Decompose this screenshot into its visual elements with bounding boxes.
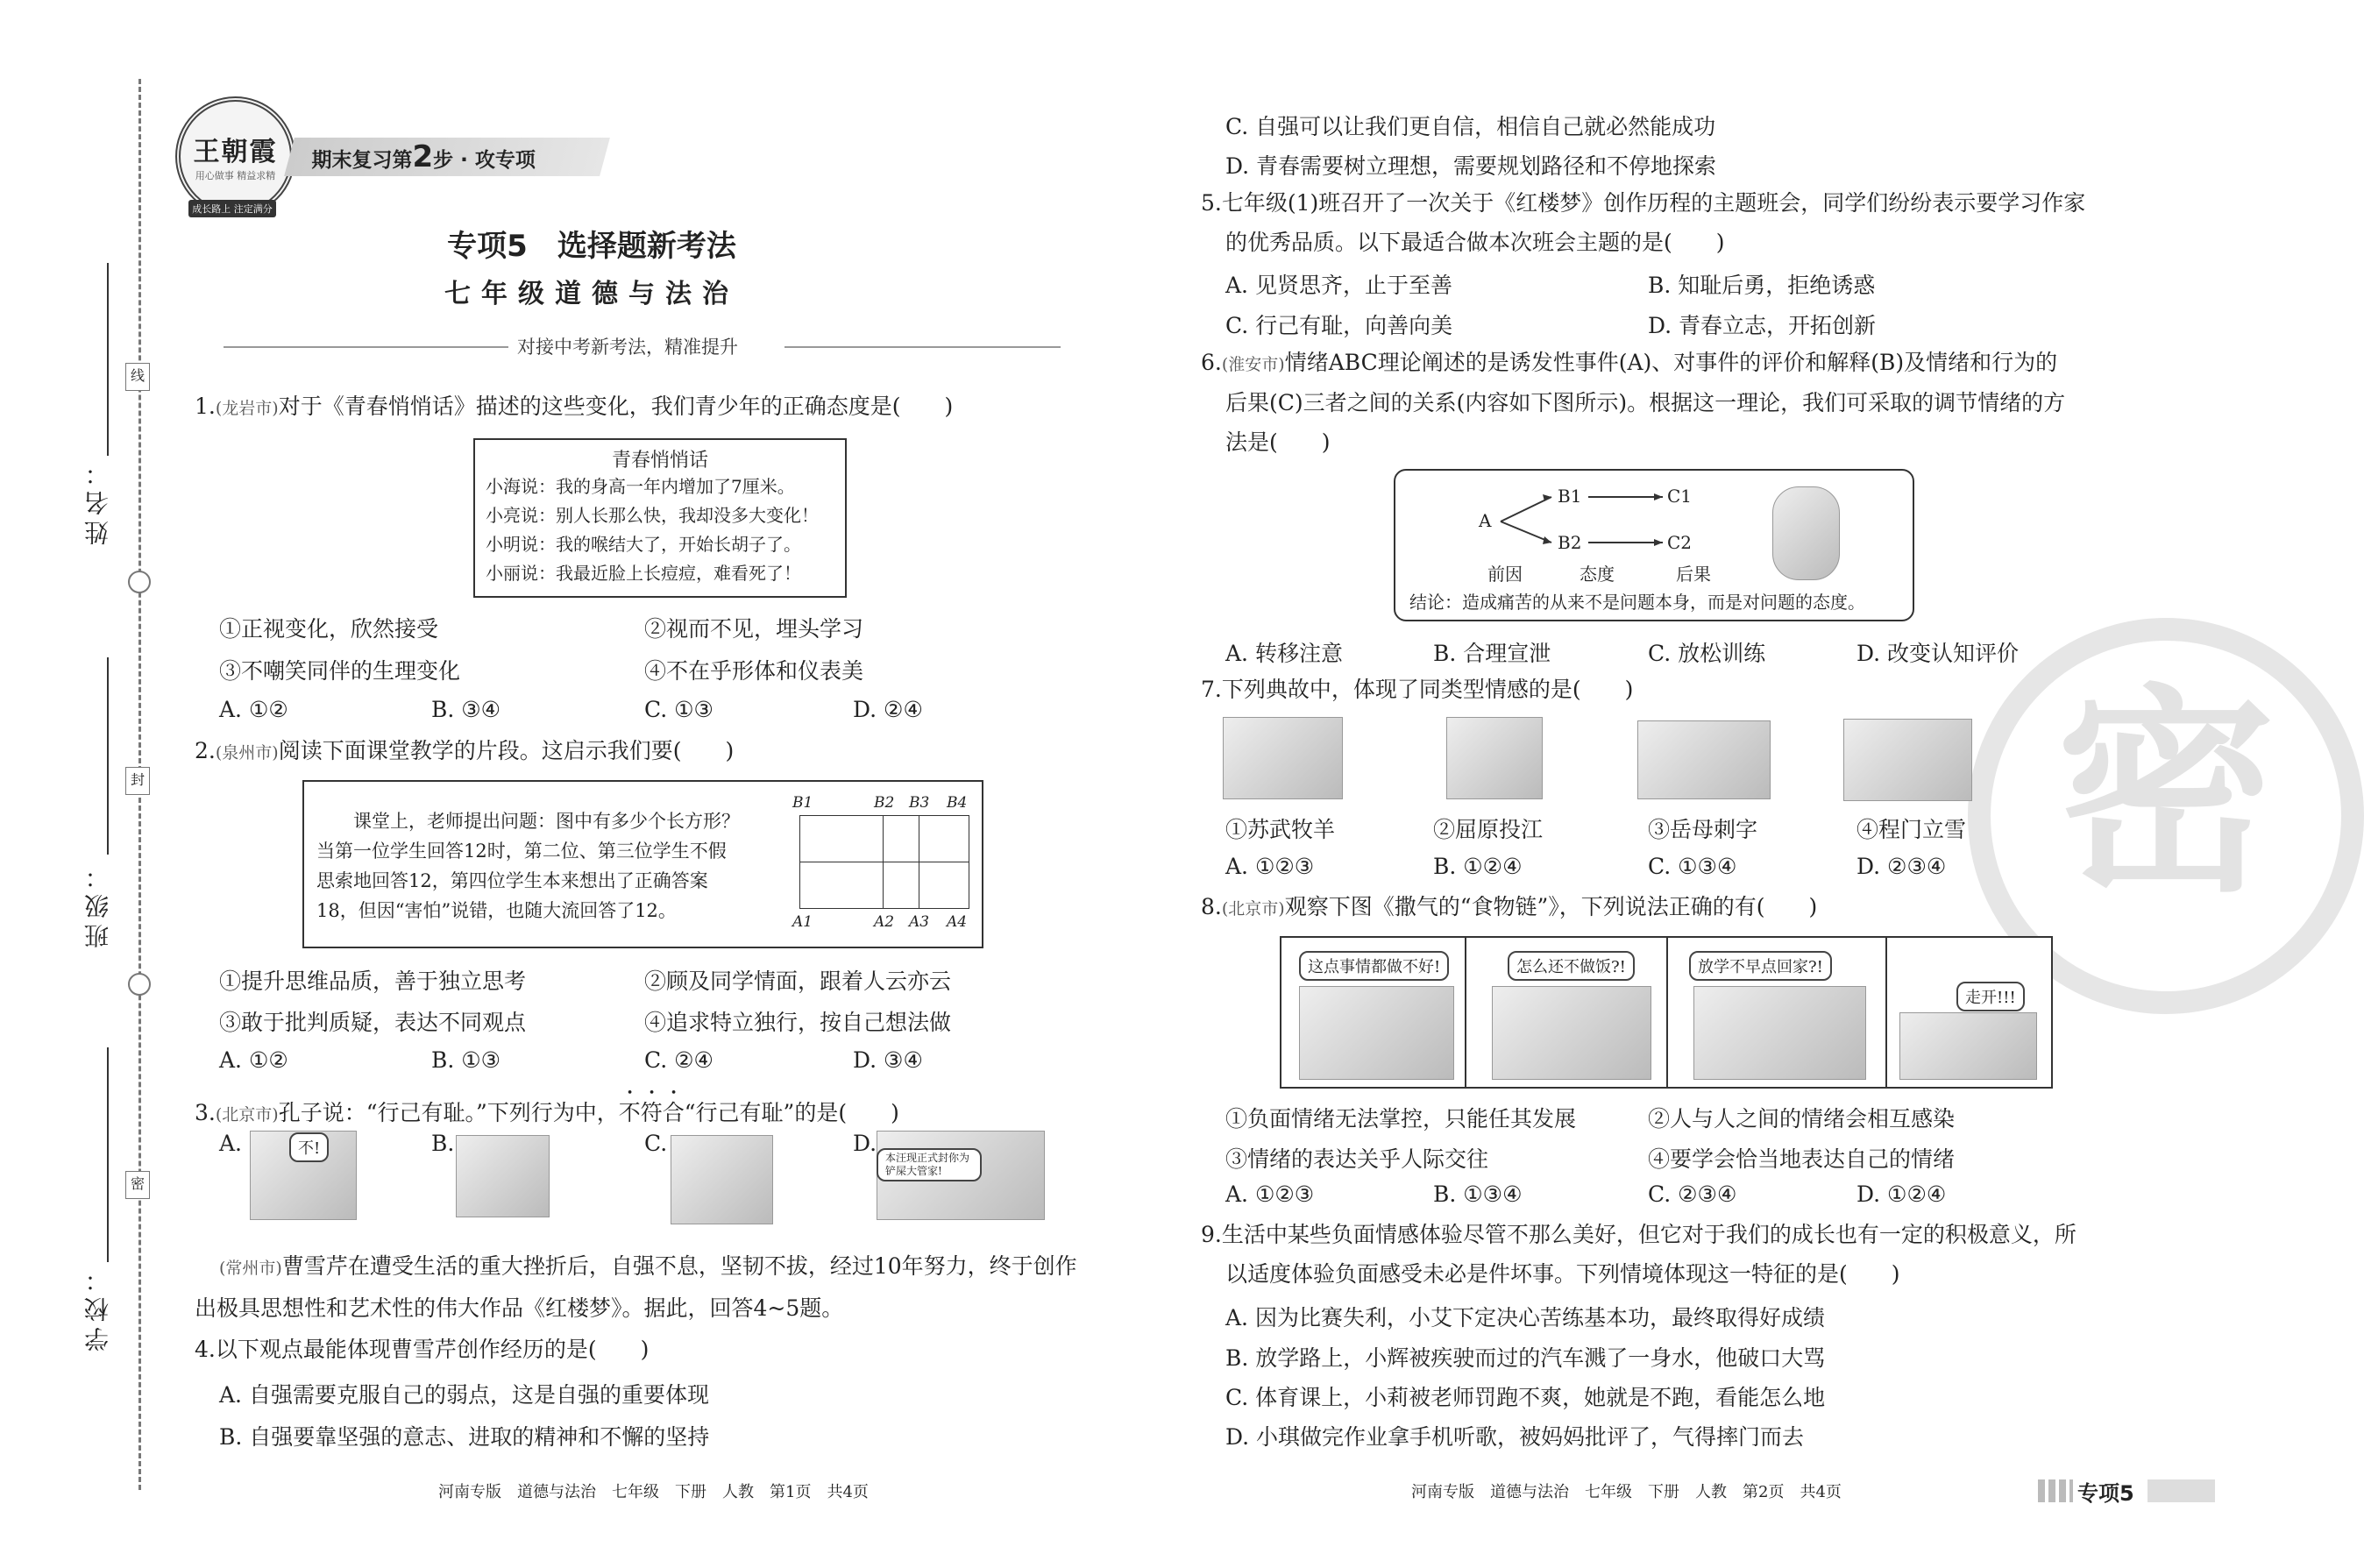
q1-item-1: ①正视变化，欣然接受 [219,616,439,642]
page-subtitle: 七年级道德与法治 [444,279,739,309]
q1-box [473,438,847,598]
q3-cartoon-c [671,1135,773,1224]
q4-option-d[interactable]: D. 青春需要树立理想，需要规划路径和不停地探索 [1225,153,1717,179]
q5-option-a[interactable]: A. 见贤思齐，止于至善 [1225,273,1452,298]
grid-label: B4 [947,794,968,812]
abc-cartoon-boy [1772,486,1840,580]
q6-option-a[interactable]: A. 转移注意 [1225,641,1343,666]
school-label: 学校： [83,1262,112,1352]
q8-item-2: ②人与人之间的情绪会相互感染 [1648,1106,1956,1132]
q4-option-c[interactable]: C. 自强可以让我们更自信，相信自己就必然能成功 [1225,114,1716,139]
q3-stem: 3.(北京市)孔子说：“行己有耻。”下列行为中，不符合“行己有耻”的是( ) [195,1100,899,1125]
q2-option-d[interactable]: D. ③④ [853,1047,923,1073]
abc-a: A [1479,510,1492,531]
comic-panel-1-figures [1299,986,1454,1080]
comic-panel-3-figures [1693,986,1866,1080]
q4-option-b[interactable]: B. 自强要靠坚强的意志、进取的精神和不懈的坚持 [219,1424,710,1450]
q6-line-3: 法是( ) [1225,429,1331,455]
abc-b2: B2 [1558,532,1582,553]
intro-line-2: 出极具思想性和艺术性的伟大作品《红楼梦》。据此，回答4~5题。 [195,1295,844,1321]
q1-option-b[interactable]: B. ③④ [431,697,501,722]
brand-tagline-right: 精益求精 [237,170,276,181]
q9-line-2: 以适度体验负面感受未必是件坏事。下列情境体现这一特征的是( ) [1225,1261,1900,1287]
comic-bubble-4: 走开!!! [1956,982,2025,1011]
banner-prefix: 期末复习第 [311,149,413,172]
q8-item-1: ①负面情绪无法掌控，只能任其发展 [1225,1106,1577,1132]
header-banner [284,138,610,176]
q8-item-3: ③情绪的表达关乎人际交往 [1225,1146,1489,1172]
class-field-line[interactable] [107,657,109,855]
binding-hole-2 [128,973,151,996]
comic-panel-4-figures [1899,1012,2037,1080]
q1-option-a[interactable]: A. ①② [219,697,288,722]
footer-left: 河南专版 道德与法治 七年级 下册 人教 第1页 共4页 [438,1483,869,1501]
corner-tag: 专项5 [2077,1481,2134,1506]
class-label: 班级： [83,859,112,948]
comic-bubble-1: 这点事情都做不好! [1299,951,1449,981]
grid-label: A2 [874,913,895,931]
q1-option-d[interactable]: D. ②④ [853,697,923,722]
q9-option-a[interactable]: A. 因为比赛失利，小艾下定决心苦练基本功，最终取得好成绩 [1225,1305,1825,1330]
q2-option-c[interactable]: C. ②④ [644,1047,713,1073]
watermark-text: 密 [2056,666,2275,921]
q6-line-1: 6.(淮安市)情绪ABC理论阐述的是诱发性事件(A)、对事件的评价和解释(B)及情绪和行为的 [1201,350,2058,375]
q8-stem: 8.(北京市)观察下图《撒气的“食物链”》，下列说法正确的有( ) [1201,894,1818,919]
q2-option-b[interactable]: B. ①③ [431,1047,501,1073]
footer-right: 河南专版 道德与法治 七年级 下册 人教 第2页 共4页 [1411,1483,1842,1501]
q1-box-line: 小海说：我的身高一年内增加了7厘米。 [486,476,795,497]
q7-picture-quyuan [1446,717,1543,799]
abc-b1: B1 [1558,486,1582,507]
q1-box-line: 小明说：我的喉结大了，开始长胡子了。 [486,534,801,555]
q4-stem: 4.以下观点最能体现曹雪芹创作经历的是( ) [195,1337,650,1362]
q2-option-a[interactable]: A. ①② [219,1047,288,1073]
q2-item-3: ③敢于批判质疑，表达不同观点 [219,1010,527,1035]
q3-label-a[interactable]: A. [219,1131,243,1156]
grid-label: B3 [909,794,930,812]
q2-stem: 2.(泉州市)阅读下面课堂教学的片段。这启示我们要( ) [195,738,735,763]
q2-box-line: 当第一位学生回答12时，第二位、第三位学生不假 [316,841,727,862]
brand-ribbon: 成长路上 注定满分 [188,200,276,217]
q5-option-c[interactable]: C. 行己有耻，向善向美 [1225,313,1453,338]
abc-c2: C2 [1667,532,1693,553]
q9-option-c[interactable]: C. 体育课上，小莉被老师罚跑不爽，她就是不跑，看能怎么地 [1225,1385,1826,1410]
corner-bar [2147,1479,2215,1502]
q2-box-line: 18，但因“害怕”说错，也随大流回答了12。 [316,900,677,921]
q1-item-4: ④不在乎形体和仪表美 [644,658,864,684]
q3-label-c[interactable]: C. [644,1131,668,1156]
q1-item-2: ②视而不见，埋头学习 [644,616,864,642]
q6-option-d[interactable]: D. 改变认知评价 [1856,641,2020,666]
q7-caption-1: ①苏武牧羊 [1225,817,1336,842]
comic-panel-2-figures [1492,986,1651,1080]
emphasis-dots: 不符合 [618,1100,685,1125]
q2-box-line: 思索地回答12，第四位学生本来想出了正确答案 [316,870,708,891]
q2-box-line: 课堂上，老师提出问题：图中有多少个长方形？ [316,811,740,832]
grid-label: A1 [792,913,813,931]
banner-step: 2 [412,139,434,174]
abc-label-cause: 前因 [1487,564,1523,585]
binding-hole-1 [128,571,151,593]
grid-label: B2 [874,794,895,812]
q1-stem: 1.(龙岩市)对于《青春悄悄话》描述的这些变化，我们青少年的正确态度是( ) [195,394,954,419]
q3-bubble-d: 本汪现正式封你为铲屎大管家! [877,1148,982,1181]
binding-tab-line: 线 [125,363,150,391]
abc-c1: C1 [1667,486,1693,507]
rectangle-grid [799,815,969,909]
q8-option-c[interactable]: C. ②③④ [1648,1181,1737,1207]
q8-option-d[interactable]: D. ①②④ [1856,1181,1947,1207]
comic-bubble-3: 放学不早点回家?! [1689,951,1832,981]
q9-option-b[interactable]: B. 放学路上，小辉被疾驶而过的汽车溅了一身水，他破口大骂 [1225,1345,1826,1371]
intro-line-1: (常州市)曹雪芹在遭受生活的重大挫折后，自强不息，坚韧不拔，经过10年努力，终于创作 [219,1253,1077,1279]
q6-option-c[interactable]: C. 放松训练 [1648,641,1766,666]
q5-option-d[interactable]: D. 青春立志，开拓创新 [1648,313,1877,338]
q7-picture-yuemu [1637,720,1771,799]
q1-option-c[interactable]: C. ①③ [644,697,713,722]
corner-dots [2038,1479,2073,1502]
banner-suffix: 步 · 攻专项 [433,149,536,172]
q5-line-2: 的优秀品质。以下最适合做本次班会主题的是( ) [1225,230,1725,255]
grid-label: A4 [947,913,968,931]
name-label: 姓名： [83,456,112,545]
q7-option-b[interactable]: B. ①②④ [1433,854,1523,879]
q7-option-d[interactable]: D. ②③④ [1856,854,1947,879]
q8-comic-strip [1280,936,2053,1089]
q2-item-4: ④追求特立独行，按自己想法做 [644,1010,952,1035]
abc-diagram [1394,469,1914,621]
binding-tab-secret: 密 [125,1171,150,1199]
grid-label: B1 [792,794,813,812]
abc-conclusion: 结论：造成痛苦的从来不是问题本身，而是对问题的态度。 [1409,592,1865,613]
abc-label-result: 后果 [1676,564,1711,585]
q2-item-1: ①提升思维品质，善于独立思考 [219,968,527,994]
q2-item-2: ②顾及同学情面，跟着人云亦云 [644,968,952,994]
q9-option-d[interactable]: D. 小琪做完作业拿手机听歌，被妈妈批评了，气得摔门而去 [1225,1424,1805,1450]
page-title: 专项5 选择题新考法 [447,229,736,264]
q3-label-b[interactable]: B. [431,1131,455,1156]
brand-logo [175,96,295,216]
q9-line-1: 9.生活中某些负面情感体验尽管不那么美好，但它对于我们的成长也有一定的积极意义，所 [1201,1222,2076,1247]
q7-option-a[interactable]: A. ①②③ [1225,854,1315,879]
q5-line-1: 5.七年级(1)班召开了一次关于《红楼梦》创作历程的主题班会，同学们纷纷表示要学习作家 [1201,190,2086,216]
slogan-line-left [224,346,508,348]
school-field-line[interactable] [107,1047,109,1262]
q3-cartoon-b [456,1135,550,1217]
q7-caption-3: ③岳母刺字 [1648,817,1758,842]
comic-bubble-2: 怎么还不做饭?! [1508,951,1635,981]
q8-option-a[interactable]: A. ①②③ [1225,1181,1315,1207]
q8-item-4: ④要学会恰当地表达自己的情绪 [1648,1146,1956,1172]
q6-option-b[interactable]: B. 合理宣泄 [1433,641,1551,666]
brand-tagline-left: 用心做事 [195,170,234,181]
q8-option-b[interactable]: B. ①③④ [1433,1181,1523,1207]
q7-caption-4: ④程门立雪 [1856,817,1967,842]
q1-box-title: 青春悄悄话 [611,450,708,472]
q3-label-d[interactable]: D. [853,1131,877,1156]
q5-option-b[interactable]: B. 知耻后勇，拒绝诱惑 [1648,273,1876,298]
q6-line-2: 后果(C)三者之间的关系(内容如下图所示)。根据这一理论，我们可采取的调节情绪的方 [1225,390,2066,415]
q7-picture-suwu [1223,717,1343,799]
q7-stem: 7.下列典故中，体现了同类型情感的是( ) [1201,677,1634,702]
q7-caption-2: ②屈原投江 [1433,817,1544,842]
slogan-line-right [784,346,1061,348]
brand-name: 王朝霞 [193,137,278,167]
abc-label-attitude: 态度 [1580,564,1615,585]
q3-bubble-a: 不! [289,1132,329,1162]
q2-box [302,780,983,948]
grid-label: A3 [909,913,930,931]
q1-box-line: 小丽说：我最近脸上长痘痘，难看死了！ [486,563,801,584]
q1-item-3: ③不嘲笑同伴的生理变化 [219,658,461,684]
binding-tab-seal: 封 [125,767,150,795]
q7-option-c[interactable]: C. ①③④ [1648,854,1737,879]
slogan: 对接中考新考法，精准提升 [517,337,738,358]
q7-picture-chengmen [1843,719,1972,801]
q4-option-a[interactable]: A. 自强需要克服自己的弱点，这是自强的重要体现 [219,1382,709,1408]
q1-box-line: 小亮说：别人长那么快，我却没多大变化！ [486,505,819,526]
